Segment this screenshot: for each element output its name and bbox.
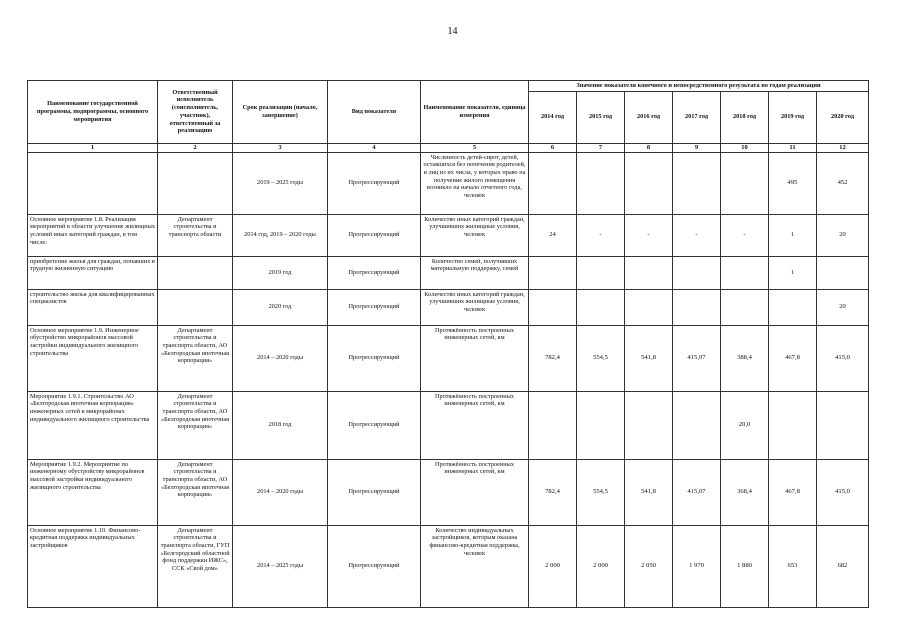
cell-name: Основное мероприятие 1.8. Реализация мероприятий в области улучшение жилищных условий иных категорий граждан, в том числе: bbox=[28, 214, 158, 256]
cell-period: 2014 – 2020 годы bbox=[233, 459, 328, 525]
cell-kind: Прогрессирующий bbox=[328, 459, 421, 525]
cell-value bbox=[577, 256, 625, 289]
cell-value: 682 bbox=[817, 525, 869, 607]
cell-value: - bbox=[625, 214, 673, 256]
cell-indicator: Протяжённость построенных инженерных сетей, км bbox=[421, 325, 529, 391]
cell-value bbox=[625, 391, 673, 459]
cell-value bbox=[673, 256, 721, 289]
cell-name: строительство жилья для квалифицированных специалистов bbox=[28, 289, 158, 325]
table-row bbox=[28, 391, 869, 459]
cell-value: 388,4 bbox=[721, 325, 769, 391]
table-row bbox=[28, 525, 869, 607]
header-indicator: Наименование показателя, единица измерения bbox=[421, 81, 529, 144]
cell-value: 452 bbox=[817, 152, 869, 214]
column-number: 7 bbox=[577, 143, 625, 152]
cell-value: 467,8 bbox=[769, 459, 817, 525]
cell-kind: Прогрессирующий bbox=[328, 214, 421, 256]
header-year: 2017 год bbox=[673, 91, 721, 143]
cell-value bbox=[673, 152, 721, 214]
cell-value bbox=[673, 289, 721, 325]
cell-executor bbox=[158, 256, 233, 289]
table-row bbox=[28, 214, 869, 256]
cell-value bbox=[577, 152, 625, 214]
cell-value bbox=[529, 391, 577, 459]
header-year: 2020 год bbox=[817, 91, 869, 143]
cell-value: 782,4 bbox=[529, 459, 577, 525]
cell-period: 2019 – 2025 годы bbox=[233, 152, 328, 214]
cell-name: Мероприятие 1.9.2. Мероприятие по инженерному обустройству микрорайонов массовой застройки индивидуального жилищного строительства bbox=[28, 459, 158, 525]
column-number: 3 bbox=[233, 143, 328, 152]
table-row bbox=[28, 256, 869, 289]
cell-value: - bbox=[673, 214, 721, 256]
column-number: 4 bbox=[328, 143, 421, 152]
cell-period: 2018 год bbox=[233, 391, 328, 459]
cell-executor bbox=[158, 152, 233, 214]
cell-value bbox=[577, 391, 625, 459]
column-number: 10 bbox=[721, 143, 769, 152]
table-row bbox=[28, 152, 869, 214]
cell-value bbox=[721, 289, 769, 325]
cell-indicator: Количество семей, получивших материальную поддержку, семей bbox=[421, 256, 529, 289]
cell-kind: Прогрессирующий bbox=[328, 325, 421, 391]
cell-name: Мероприятие 1.9.1. Строительство АО «Белгородская ипотечная корпорация» инженерных сетей в микрорайонах индивидуального жилищного строительства bbox=[28, 391, 158, 459]
header-year: 2018 год bbox=[721, 91, 769, 143]
cell-value: 415,07 bbox=[673, 459, 721, 525]
cell-value: 782,4 bbox=[529, 325, 577, 391]
header-year: 2014 год bbox=[529, 91, 577, 143]
cell-name: Основное мероприятие 1.9. Инженерное обустройство микрорайонов массовой застройки индивидуального жилищного строительства bbox=[28, 325, 158, 391]
cell-kind: Прогрессирующий bbox=[328, 289, 421, 325]
cell-value: 1 880 bbox=[721, 525, 769, 607]
cell-executor: Департамент строительства и транспорта области, АО «Белгородская ипотечная корпорация» bbox=[158, 391, 233, 459]
column-number: 8 bbox=[625, 143, 673, 152]
cell-indicator: Количество иных категорий граждан, улучшивших жилищные условия, человек bbox=[421, 289, 529, 325]
column-number: 1 bbox=[28, 143, 158, 152]
cell-value bbox=[817, 256, 869, 289]
cell-kind: Прогрессирующий bbox=[328, 391, 421, 459]
cell-value: 415,0 bbox=[817, 325, 869, 391]
cell-value: 2 000 bbox=[529, 525, 577, 607]
cell-value: 541,8 bbox=[625, 325, 673, 391]
cell-value: 2 000 bbox=[577, 525, 625, 607]
cell-value bbox=[577, 289, 625, 325]
cell-value: 24 bbox=[529, 214, 577, 256]
header-year: 2016 год bbox=[625, 91, 673, 143]
cell-value bbox=[625, 289, 673, 325]
cell-executor bbox=[158, 289, 233, 325]
cell-executor: Департамент строительства и транспорта области, АО «Белгородская ипотечная корпорация» bbox=[158, 325, 233, 391]
cell-name: приобретение жилья для граждан, попавших в трудную жизненную ситуацию bbox=[28, 256, 158, 289]
cell-value: 1 970 bbox=[673, 525, 721, 607]
header-period: Срок реализации (начало, завершение) bbox=[233, 81, 328, 144]
cell-value: 495 bbox=[769, 152, 817, 214]
cell-period: 2014 – 2020 годы bbox=[233, 325, 328, 391]
cell-value: 653 bbox=[769, 525, 817, 607]
indicators-table bbox=[27, 80, 869, 608]
cell-kind: Прогрессирующий bbox=[328, 152, 421, 214]
cell-value: 415,0 bbox=[817, 459, 869, 525]
cell-value: - bbox=[721, 214, 769, 256]
column-number: 2 bbox=[158, 143, 233, 152]
cell-name: Основное мероприятие 1.10. Финансово-кредитная поддержка индивидуальных застройщиков bbox=[28, 525, 158, 607]
column-number: 6 bbox=[529, 143, 577, 152]
column-number: 12 bbox=[817, 143, 869, 152]
cell-indicator: Количество иных категорий граждан, улучшивших жилищные условия, человек bbox=[421, 214, 529, 256]
cell-value: 1 bbox=[769, 256, 817, 289]
cell-period: 2019 год bbox=[233, 256, 328, 289]
header-values-group: Значение показателя конечного и непосредственного результата по годам реализации bbox=[529, 81, 869, 92]
column-number: 9 bbox=[673, 143, 721, 152]
cell-value: 415,07 bbox=[673, 325, 721, 391]
cell-value bbox=[721, 256, 769, 289]
cell-executor: Департамент строительства и транспорта области, АО «Белгородская ипотечная корпорация» bbox=[158, 459, 233, 525]
column-number: 5 bbox=[421, 143, 529, 152]
cell-value bbox=[625, 152, 673, 214]
cell-value bbox=[817, 391, 869, 459]
header-name: Наименование государственной программы, подпрограммы, основного мероприятия bbox=[28, 81, 158, 144]
cell-value bbox=[721, 152, 769, 214]
cell-kind: Прогрессирующий bbox=[328, 256, 421, 289]
cell-value bbox=[529, 152, 577, 214]
header-year: 2019 год bbox=[769, 91, 817, 143]
header-executor: Ответственный исполнитель (соисполнитель, участник), ответственный за реализацию bbox=[158, 81, 233, 144]
cell-executor: Департамент строительства и транспорта области bbox=[158, 214, 233, 256]
cell-value: 1 bbox=[769, 214, 817, 256]
cell-kind: Прогрессирующий bbox=[328, 525, 421, 607]
cell-indicator: Протяжённость построенных инженерных сетей, км bbox=[421, 391, 529, 459]
cell-value: 20 bbox=[817, 214, 869, 256]
cell-value: 2 050 bbox=[625, 525, 673, 607]
cell-period: 2020 год bbox=[233, 289, 328, 325]
cell-value: 368,4 bbox=[721, 459, 769, 525]
cell-indicator: Количество индивидуальных застройщиков, которым оказана финансово-кредитная поддержка, человек bbox=[421, 525, 529, 607]
cell-period: 2014 год, 2019 – 2020 годы bbox=[233, 214, 328, 256]
cell-indicator: Протяжённость построенных инженерных сетей, км bbox=[421, 459, 529, 525]
cell-value: 554,5 bbox=[577, 325, 625, 391]
cell-period: 2014 – 2025 годы bbox=[233, 525, 328, 607]
page-number: 14 bbox=[447, 26, 458, 37]
table-row bbox=[28, 325, 869, 391]
cell-value: 20 bbox=[817, 289, 869, 325]
cell-name bbox=[28, 152, 158, 214]
column-number: 11 bbox=[769, 143, 817, 152]
cell-executor: Департамент строительства и транспорта области, ГУП «Белгородский областной фонд поддержки ИЖС», ССК «Свой дом» bbox=[158, 525, 233, 607]
table-row bbox=[28, 289, 869, 325]
header-kind: Вид показателя bbox=[328, 81, 421, 144]
cell-value bbox=[529, 289, 577, 325]
header-year: 2015 год bbox=[577, 91, 625, 143]
cell-value: - bbox=[577, 214, 625, 256]
cell-value bbox=[625, 256, 673, 289]
table-row bbox=[28, 459, 869, 525]
cell-value: 20,0 bbox=[721, 391, 769, 459]
cell-value bbox=[529, 256, 577, 289]
cell-value: 467,8 bbox=[769, 325, 817, 391]
cell-value bbox=[673, 391, 721, 459]
cell-indicator: Численность детей-сирот, детей, оставшихся без попечения родителей, и лиц из их числа, у которых право на получение жилого помещения возникло на начало отчетного года, человек bbox=[421, 152, 529, 214]
cell-value: 554,5 bbox=[577, 459, 625, 525]
cell-value bbox=[769, 289, 817, 325]
cell-value: 541,8 bbox=[625, 459, 673, 525]
cell-value bbox=[769, 391, 817, 459]
